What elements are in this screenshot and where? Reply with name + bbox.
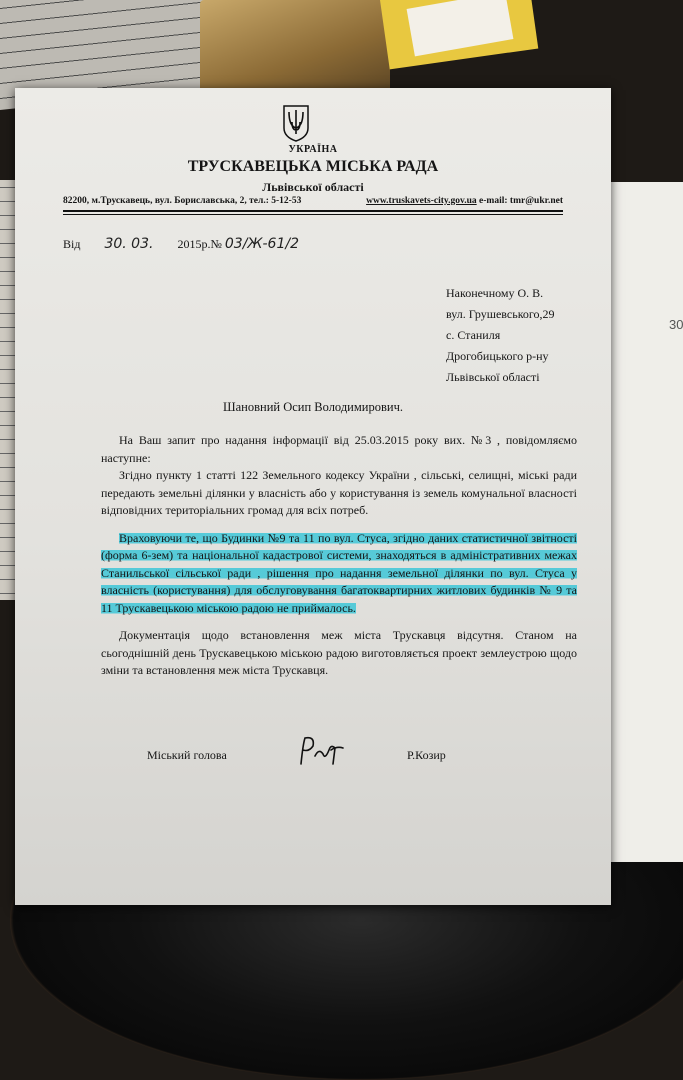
reference-line: [63, 236, 299, 252]
paragraph-request: На Ваш запит про надання інформації від 25.03.2015 року вих. №3 , повідомляємо наступне:: [101, 433, 577, 465]
trident-emblem-icon: [281, 104, 311, 142]
official-letter: [15, 88, 611, 905]
year-label: 2015р.№: [177, 237, 222, 251]
book: [200, 0, 390, 95]
country-name: УКРАЇНА: [288, 144, 338, 155]
council-name: ТРУСКАВЕЦЬКА МІСЬКА РАДА: [187, 158, 439, 175]
recipient-village: с. Станиля: [446, 328, 501, 342]
letter-body: [101, 432, 577, 680]
recipient-block: [446, 283, 555, 388]
paragraph-land-code: Згідно пункту 1 статті 122 Земельного кодексу України , сільські, селищні, міські ради передають земельні ділянки у власність або у користування із земель комунальної власності відповідних територіальних громад для всіх потреб.: [101, 468, 577, 517]
recipient-district: Дрогобицького р-ну: [446, 349, 549, 363]
recipient-region: Львівської області: [446, 370, 540, 384]
contacts-line: [63, 196, 563, 206]
handwritten-signature-icon: [295, 734, 347, 768]
signatory-title: Міський голова: [147, 748, 227, 762]
greeting: Шановний Осип Володимирович.: [223, 400, 403, 414]
header-rule: [63, 210, 563, 212]
recipient-name: Наконечному О. В.: [446, 286, 544, 300]
paragraph-documentation: Документація щодо встановлення меж міста Трускавця відсутня. Станом на сьогоднішній день Трускавецькою міською радою виготовляється проект землеустрою щодо зміни та встановлення меж міста Трускавця.: [101, 628, 577, 677]
highlighted-paragraph: Враховуючи те, що Будинки №9 та 11 по вул. Стуса, згідно даних статистичної звітності (форма 6-зем) та національної кадастрової системи, знаходяться в адміністративних межах Станильської сільської ради , рішення про надання земельної ділянки по вул. Стуса у власність (користування) для обслуговування багатоквартирних житлових будинків № 9 та 11 Трускавецькою міською радою не приймалось.: [101, 530, 577, 615]
handwritten-date: 30. 03.: [104, 236, 154, 252]
recipient-street: вул. Грушевського,29: [446, 307, 555, 321]
header-rule-thin: [63, 214, 563, 215]
second-document-text: 30: [669, 317, 683, 332]
website-link[interactable]: www.truskavets-city.gov.ua: [366, 196, 477, 206]
handwritten-number: 03/Ж-61/2: [224, 236, 299, 252]
address: 82200, м.Трускавець, вул. Бориславська, 2, тел.: 5-12-53: [63, 196, 302, 206]
signatory-name: Р.Козир: [407, 748, 446, 762]
region-name: Львівської області: [262, 180, 364, 194]
email: e-mail: tmr@ukr.net: [479, 196, 563, 206]
from-label: Від: [63, 237, 81, 251]
